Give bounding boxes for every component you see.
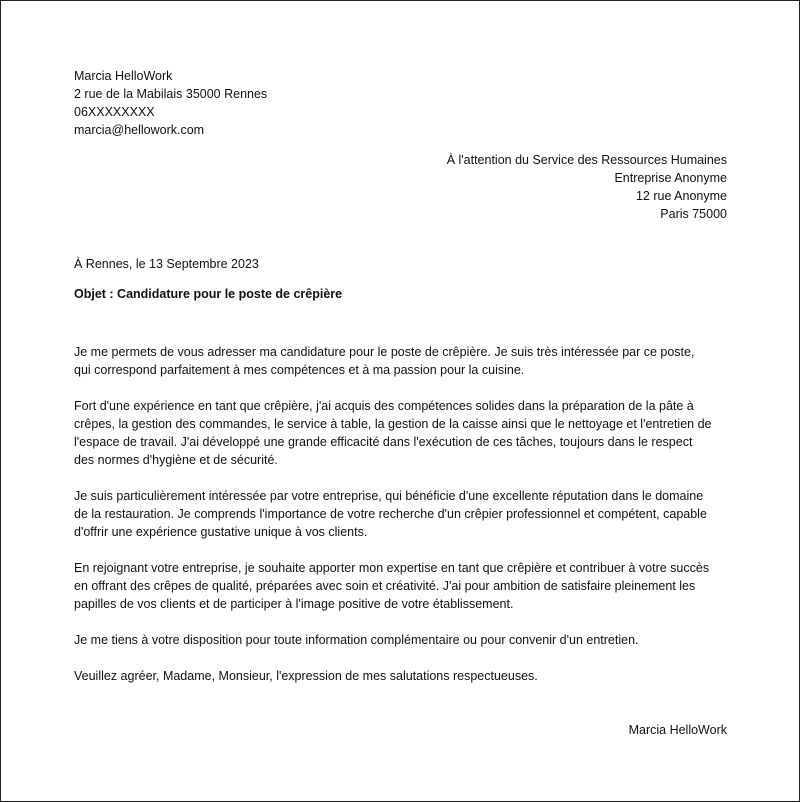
paragraph-line: Je suis particulièrement intéressée par votre entreprise, qui bénéficie d'une excellente réputation dans le domaine [74, 489, 704, 503]
paragraph-line: qui correspond parfaitement à mes compétences et à ma passion pour la cuisine. [74, 363, 525, 377]
sender-email: marcia@hellowork.com [74, 123, 205, 137]
paragraph-line: Je me tiens à votre disposition pour toute information complémentaire ou pour convenir d'un entretien. [74, 633, 639, 647]
paragraph-company-interest [74, 487, 734, 541]
recipient-block [447, 151, 727, 223]
recipient-city: Paris 75000 [660, 207, 727, 221]
paragraph-contribution [74, 559, 734, 613]
paragraph-line: Veuillez agréer, Madame, Monsieur, l'expression de mes salutations respectueuses. [74, 669, 538, 683]
letter-body [74, 343, 734, 703]
paragraph-line: l'espace de travail. J'ai développé une grande efficacité dans l'exécution de ces tâches, toujours dans le respect [74, 435, 693, 449]
date-line: À Rennes, le 13 Septembre 2023 [74, 257, 259, 271]
paragraph-line: crêpes, la gestion des commandes, le service à table, la gestion de la caisse ainsi que le nettoyage et l'entretien de [74, 417, 712, 431]
recipient-company: Entreprise Anonyme [614, 171, 727, 185]
paragraph-line: Fort d'une expérience en tant que crêpière, j'ai acquis des compétences solides dans la préparation de la pâte à [74, 399, 694, 413]
paragraph-line: d'offrir une expérience gustative unique à vos clients. [74, 525, 368, 539]
paragraph-line: Je me permets de vous adresser ma candidature pour le poste de crêpière. Je suis très intéressée par ce poste, [74, 345, 695, 359]
paragraph-experience [74, 397, 734, 469]
recipient-street: 12 rue Anonyme [635, 189, 727, 203]
paragraph-line: de la restauration. Je comprends l'importance de votre recherche d'un crêpier professionnel et compétent, capable [74, 507, 707, 521]
signature: Marcia HelloWork [628, 723, 727, 737]
paragraph-availability [74, 631, 734, 649]
subject-line: Objet : Candidature pour le poste de crêpière [74, 287, 343, 301]
paragraph-intro [74, 343, 734, 379]
sender-address: 2 rue de la Mabilais 35000 Rennes [74, 87, 268, 101]
paragraph-line: des normes d'hygiène et de sécurité. [74, 453, 278, 467]
recipient-attention: À l'attention du Service des Ressources Humaines [446, 153, 727, 167]
sender-block [74, 67, 267, 139]
sender-name: Marcia HelloWork [74, 69, 173, 83]
paragraph-closing [74, 667, 734, 685]
paragraph-line: En rejoignant votre entreprise, je souhaite apporter mon expertise en tant que crêpière et contribuer à votre succès [74, 561, 710, 575]
paragraph-line: papilles de vos clients et de participer à l'image positive de votre établissement. [74, 597, 514, 611]
paragraph-line: en offrant des crêpes de qualité, préparées avec soin et créativité. J'ai pour ambition de satisfaire pleinement les [74, 579, 696, 593]
sender-phone: 06XXXXXXXX [74, 105, 155, 119]
